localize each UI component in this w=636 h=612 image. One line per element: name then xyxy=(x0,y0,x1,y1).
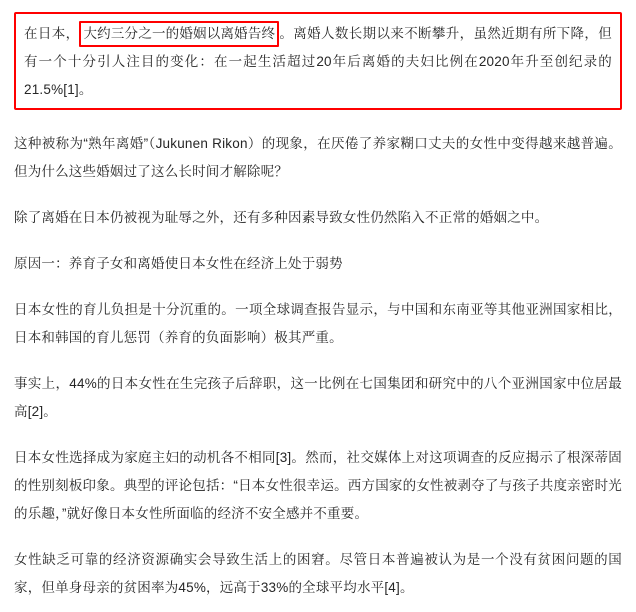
paragraph-1 xyxy=(24,20,612,104)
paragraph-4-heading: 原因一：养育子女和离婚使日本女性在经济上处于弱势 xyxy=(14,256,343,271)
paragraph-2: 这种被称为“熟年离婚”（Jukunen Rikon）的现象，在厌倦了养家糊口丈夫的女性中变得越来越普遍。但为什么这些婚姻过了这么长时间才解除呢？ xyxy=(14,136,622,179)
paragraph-8: 女性缺乏可靠的经济资源确实会导致生活上的困窘。尽管日本普遍被认为是一个没有贫困问题的国家，但单身母亲的贫困率为45%，远高于33%的全球平均水平[4]。 xyxy=(14,552,622,595)
inline-highlight: 大约三分之一的婚姻以离婚告终 xyxy=(79,21,279,47)
paragraph-3: 除了离婚在日本仍被视为耻辱之外，还有多种因素导致女性仍然陷入不正常的婚姻之中。 xyxy=(14,210,549,225)
paragraph-1-rest: 。离婚人数长期以来不断攀升，虽然近期有所下降，但有一个十分引人注目的变化：在一起生活超过20年后离婚的夫妇比例在2020年升至创纪录的21.5%[1]。 xyxy=(24,26,612,97)
paragraph-7: 日本女性选择成为家庭主妇的动机各不相同[3]。然而，社交媒体上对这项调查的反应揭示了根深蒂固的性别刻板印象。典型的评论包括：“日本女性很幸运。西方国家的女性被剥夺了与孩子共度亲密时光的乐趣，”就好像日本女性所面临的经济不安全感并不重要。 xyxy=(14,450,622,521)
paragraph-5: 日本女性的育儿负担是十分沉重的。一项全球调查报告显示，与中国和东南亚等其他亚洲国家相比，日本和韩国的育儿惩罚（养育的负面影响）极其严重。 xyxy=(14,302,622,345)
paragraph-6: 事实上，44%的日本女性在生完孩子后辞职，这一比例在七国集团和研究中的八个亚洲国家中位居最高[2]。 xyxy=(14,376,622,419)
highlight-annotation-box xyxy=(14,12,622,110)
bottom-fade xyxy=(0,602,636,612)
paragraph-1-lead: 在日本， xyxy=(24,26,80,41)
